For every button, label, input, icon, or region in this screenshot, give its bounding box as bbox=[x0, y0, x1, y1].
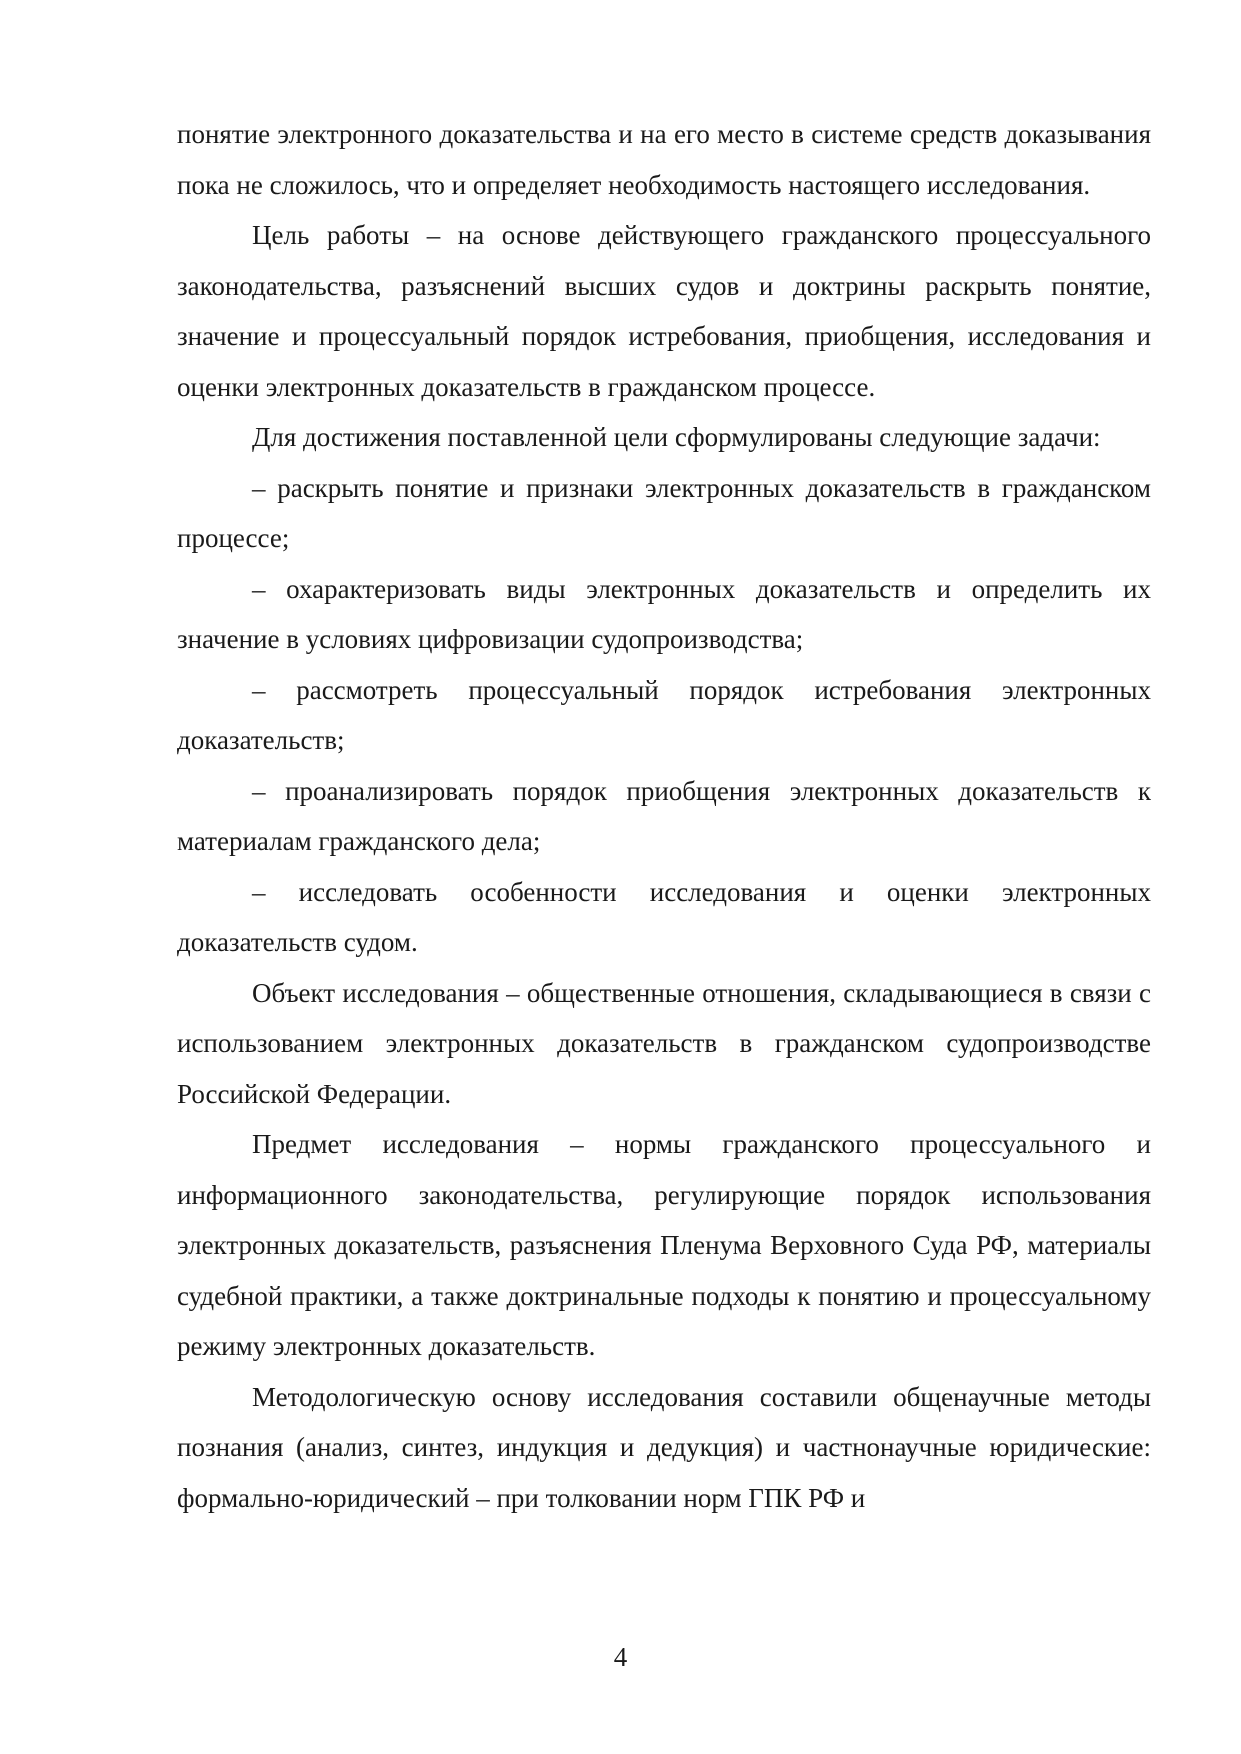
paragraph-methodology: Методологическую основу исследования составили общенаучные методы познания (анализ, синтез, индукция и дедукция) и частнонаучные юридические: формально-юридический – при толковании норм ГПК РФ и bbox=[177, 1381, 1151, 1513]
list-item-task-5: – исследовать особенности исследования и оценки электронных доказательств судом. bbox=[177, 876, 1151, 957]
paragraph-continuation: понятие электронного доказательства и на его место в системе средств доказывания пока не сложилось, что и определяет необходимость настоящего исследования. bbox=[177, 119, 1151, 200]
paragraph-tasks-intro: Для достижения поставленной цели сформулированы следующие задачи: bbox=[252, 422, 1101, 452]
page-number: 4 bbox=[613, 1642, 628, 1672]
list-item-task-3: – рассмотреть процессуальный порядок истребования электронных доказательств; bbox=[177, 674, 1151, 755]
body-text bbox=[177, 109, 1151, 1523]
paragraph-subject: Предмет исследования – нормы гражданского процессуального и информационного законодательства, регулирующие порядок использования электронных доказательств, разъяснения Пленума Верховного Суда РФ, материалы судебной практики, а также доктринальные подходы к понятию и процессуальному режиму электронных доказательств. bbox=[177, 1129, 1151, 1361]
paragraph-goal: Цель работы – на основе действующего гражданского процессуального законодательства, разъяснений высших судов и доктрины раскрыть понятие, значение и процессуальный порядок истребования, приобщения, исследования и оценки электронных доказательств в гражданском процессе. bbox=[177, 220, 1151, 402]
list-item-task-4: – проанализировать порядок приобщения электронных доказательств к материалам гражданского дела; bbox=[177, 775, 1151, 856]
list-item-task-2: – охарактеризовать виды электронных доказательств и определить их значение в условиях цифровизации судопроизводства; bbox=[177, 573, 1151, 654]
list-item-task-1: – раскрыть понятие и признаки электронных доказательств в гражданском процессе; bbox=[177, 472, 1151, 553]
paragraph-object: Объект исследования – общественные отношения, складывающиеся в связи с использованием электронных доказательств в гражданском судопроизводстве Российской Федерации. bbox=[177, 977, 1151, 1109]
